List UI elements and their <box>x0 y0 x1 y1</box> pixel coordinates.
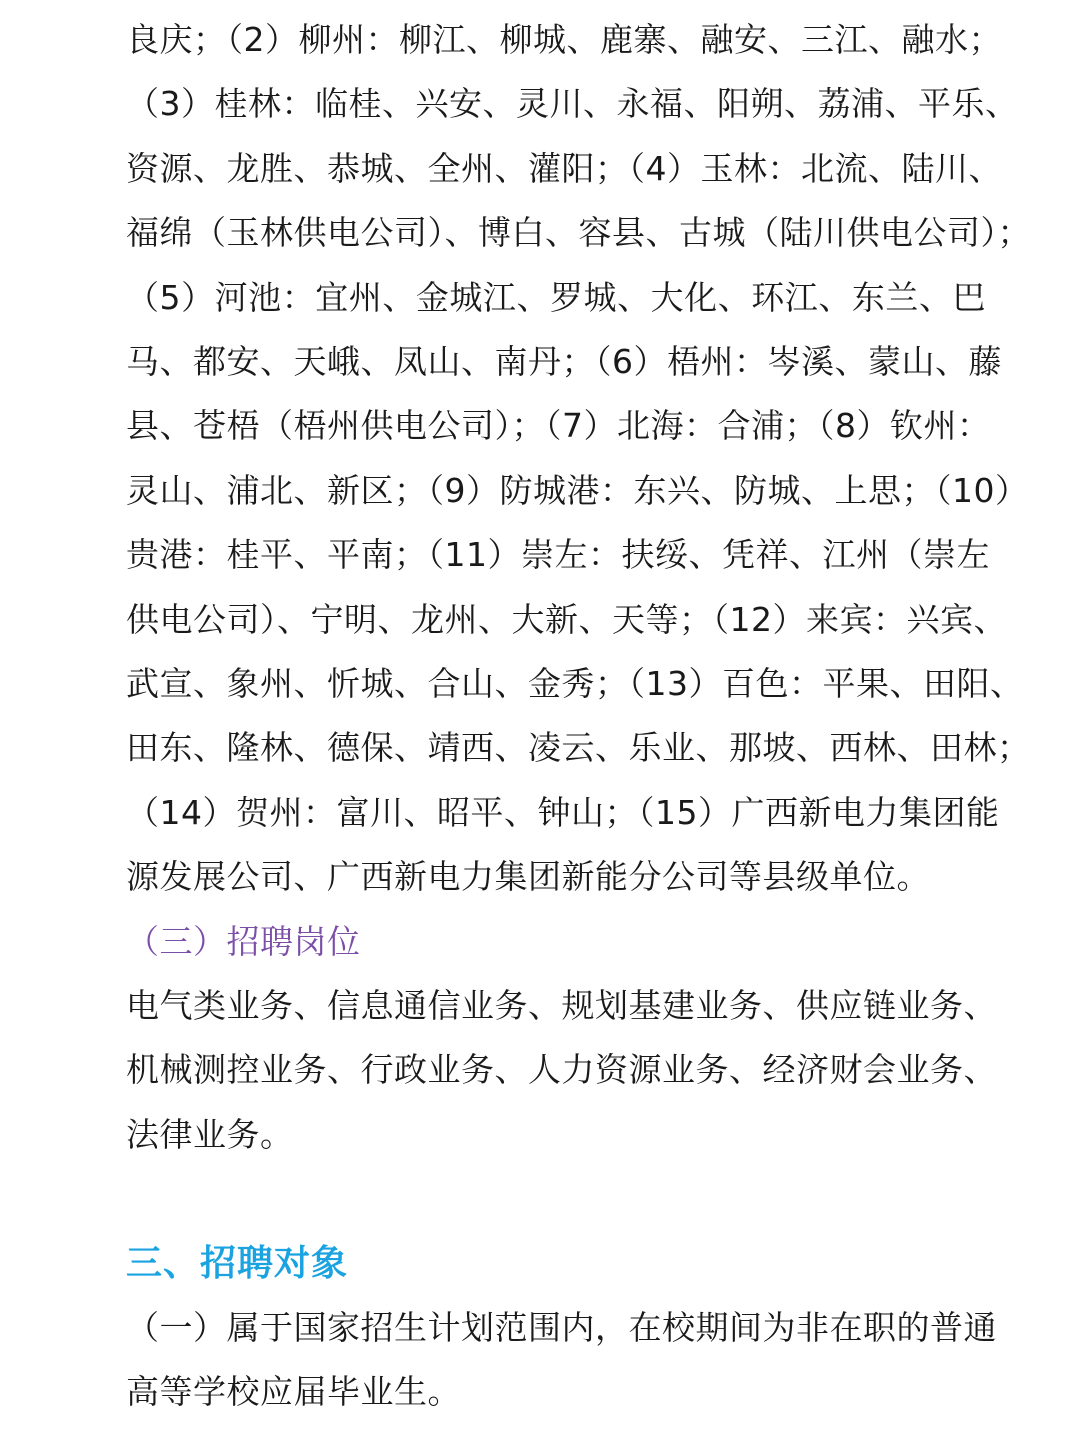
regions-line-8: 灵山、浦北、新区；（9）防城港：东兴、防城、上思；（10） <box>126 471 1029 510</box>
subsection-positions-title: （三）招聘岗位 <box>126 922 361 961</box>
regions-line-11: 武宣、象州、忻城、合山、金秀；（13）百色：平果、田阳、 <box>126 664 1024 703</box>
regions-line-3: 资源、龙胜、恭城、全州、灌阳；（4）玉林：北流、陆川、 <box>126 149 1002 188</box>
regions-line-5: （5）河池：宜州、金城江、罗城、大化、环江、东兰、巴 <box>126 278 986 317</box>
regions-line-1: 良庆；（2）柳州：柳江、柳城、鹿寨、融安、三江、融水； <box>126 20 1002 59</box>
section-target-title: 三、招聘对象 <box>126 1243 349 1284</box>
regions-line-12: 田东、隆林、德保、靖西、凌云、乐业、那坡、西林、田林； <box>126 728 1031 767</box>
regions-line-14: 源发展公司、广西新电力集团新能分公司等县级单位。 <box>126 857 930 896</box>
positions-line-1: 电气类业务、信息通信业务、规划基建业务、供应链业务、 <box>126 986 997 1025</box>
positions-line-3: 法律业务。 <box>126 1115 294 1154</box>
regions-line-4: 福绵（玉林供电公司）、博白、容县、古城（陆川供电公司）； <box>126 213 1031 252</box>
target-line-1: （一）属于国家招生计划范围内，在校期间为非在职的普通 <box>126 1308 997 1347</box>
regions-line-6: 马、都安、天峨、凤山、南丹；（6）梧州：岑溪、蒙山、藤 <box>126 342 1002 381</box>
regions-line-2: （3）桂林：临桂、兴安、灵川、永福、阳朔、荔浦、平乐、 <box>126 84 1019 123</box>
regions-line-9: 贵港：桂平、平南；（11）崇左：扶绥、凭祥、江州（崇左 <box>126 535 990 574</box>
regions-line-7: 县、苍梧（梧州供电公司）；（7）北海：合浦；（8）钦州： <box>126 406 991 445</box>
target-line-2: 高等学校应届毕业生。 <box>126 1372 461 1411</box>
regions-line-10: 供电公司）、宁明、龙州、大新、天等；（12）来宾：兴宾、 <box>126 600 1007 639</box>
positions-line-2: 机械测控业务、行政业务、人力资源业务、经济财会业务、 <box>126 1050 997 1089</box>
regions-line-13: （14）贺州：富川、昭平、钟山；（15）广西新电力集团能 <box>126 793 1000 832</box>
